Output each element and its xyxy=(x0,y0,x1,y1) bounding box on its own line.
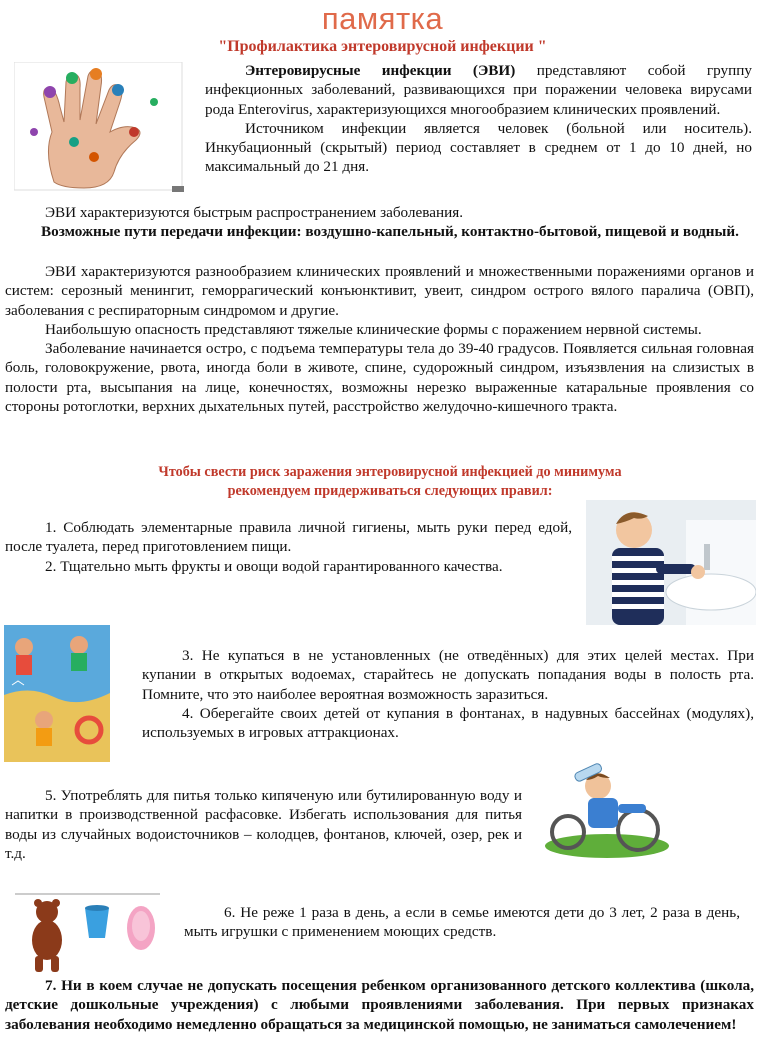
intro-term: Энтеровирусные инфекции xyxy=(245,62,452,79)
body-paragraph-3: Заболевание начинается остро, с подъема температуры тела до 39-40 градусов. Появляется сильная головная боль, головокружение, рвота, иногда боли в животе, спине, судорожный синдром, изъязвления на слизистых в полости рта, высыпания на лице, конечностях, возможны нерезко выраженные катаральные проявления со стороны ротоглотки, верхних дыхательных путей, расстройство желудочно-кишечного тракта. xyxy=(5,340,754,416)
page-title: памятка xyxy=(321,1,444,36)
rules-7 xyxy=(5,976,754,1034)
rule-3: 3. Не купаться в не установленных (не отведённых) для этих целей местах. При купании в открытых водоемах, старайтесь не допускать попадания воды в полость рта. Помните, что это наиболее вероятная возможность заразиться. xyxy=(142,647,754,703)
intro-abbr: (ЭВИ) xyxy=(472,62,516,79)
main-body xyxy=(5,262,754,416)
children-swimming-image xyxy=(4,625,110,762)
intro-definition: представляют собой группу инфекционных заболеваний, развивающихся при поражении человека вирусами рода Enterovirus, характеризующихся многообразием клинических проявлений. xyxy=(205,62,752,118)
rules-5 xyxy=(5,786,522,863)
boy-washing-hands-image xyxy=(586,500,756,625)
rule-7-number: 7. xyxy=(45,977,62,994)
rule-2: 2. Тщательно мыть фрукты и овощи водой гарантированного качества. xyxy=(45,557,503,575)
recommend-line-2: рекомендуем придерживаться следующих правил: xyxy=(227,483,553,499)
rule-5: 5. Употреблять для питья только кипяченую или бутилированную воду и напитки в производственной расфасовке. Избегать использования для питья воды из случайных водоисточников – колодцев, фонтанов, ключей, озер, рек и т.д. xyxy=(5,787,522,862)
rule-7-text: Ни в коем случае не допускать посещения ребенком организованного детского коллектива (школа, детские дошкольные учреждения) с любыми проявлениями заболевания. При первых признаках заболевания необходимо немедленно обращаться за медицинской помощью, не заниматься самолечением! xyxy=(5,977,755,1033)
body-paragraph-2: Наибольшую опасность представляют тяжелые клинические формы с поражением нервной системы. xyxy=(45,320,702,338)
rule-6: 6. Не реже 1 раза в день, а если в семье имеются дети до 3 лет, 2 раза в день, мыть игрушки с применением моющих средств. xyxy=(184,904,740,941)
rule-4: 4. Оберегайте своих детей от купания в фонтанах, в надувных бассейнах (модулях), используемых в игровых аттракционах. xyxy=(142,704,754,742)
rule-7 xyxy=(5,976,754,1034)
rules-1-2 xyxy=(5,518,572,576)
intro-source: Источником инфекции является человек (больной или носитель). Инкубационный (скрытый) период составляет в среднем от 1 до 10 дней, но максимальный до 21 дня. xyxy=(205,119,752,176)
rule-1: 1. Соблюдать элементарные правила личной гигиены, мыть руки перед едой, после туалета, перед приготовлением пищи. xyxy=(5,519,572,556)
intro-paragraph xyxy=(205,61,752,177)
toys-image xyxy=(15,888,160,976)
hand-viruses-image xyxy=(14,62,184,194)
rules-6 xyxy=(184,903,740,942)
recommend-line-1: Чтобы свести риск заражения энтеровирусной инфекцией до минимума xyxy=(158,464,622,480)
body-paragraph-1: ЭВИ характеризуются разнообразием клинических проявлений и множественными поражениями органов и систем: серозный менингит, геморрагический конъюнктивит, увеит, синдром острого вялого паралича (ОВП), заболевания с респираторным синдромом и другие. xyxy=(5,263,754,319)
intro-spread: ЭВИ характеризуются быстрым распространением заболевания. xyxy=(45,204,464,221)
page-subtitle: "Профилактика энтеровирусной инфекции " xyxy=(218,38,547,55)
rules-3-4 xyxy=(142,646,754,742)
transmission-heading: Возможные пути передачи инфекции: воздушно-капельный, контактно-бытовой, пищевой и водный. xyxy=(41,223,739,240)
boy-drinking-image xyxy=(538,760,676,860)
